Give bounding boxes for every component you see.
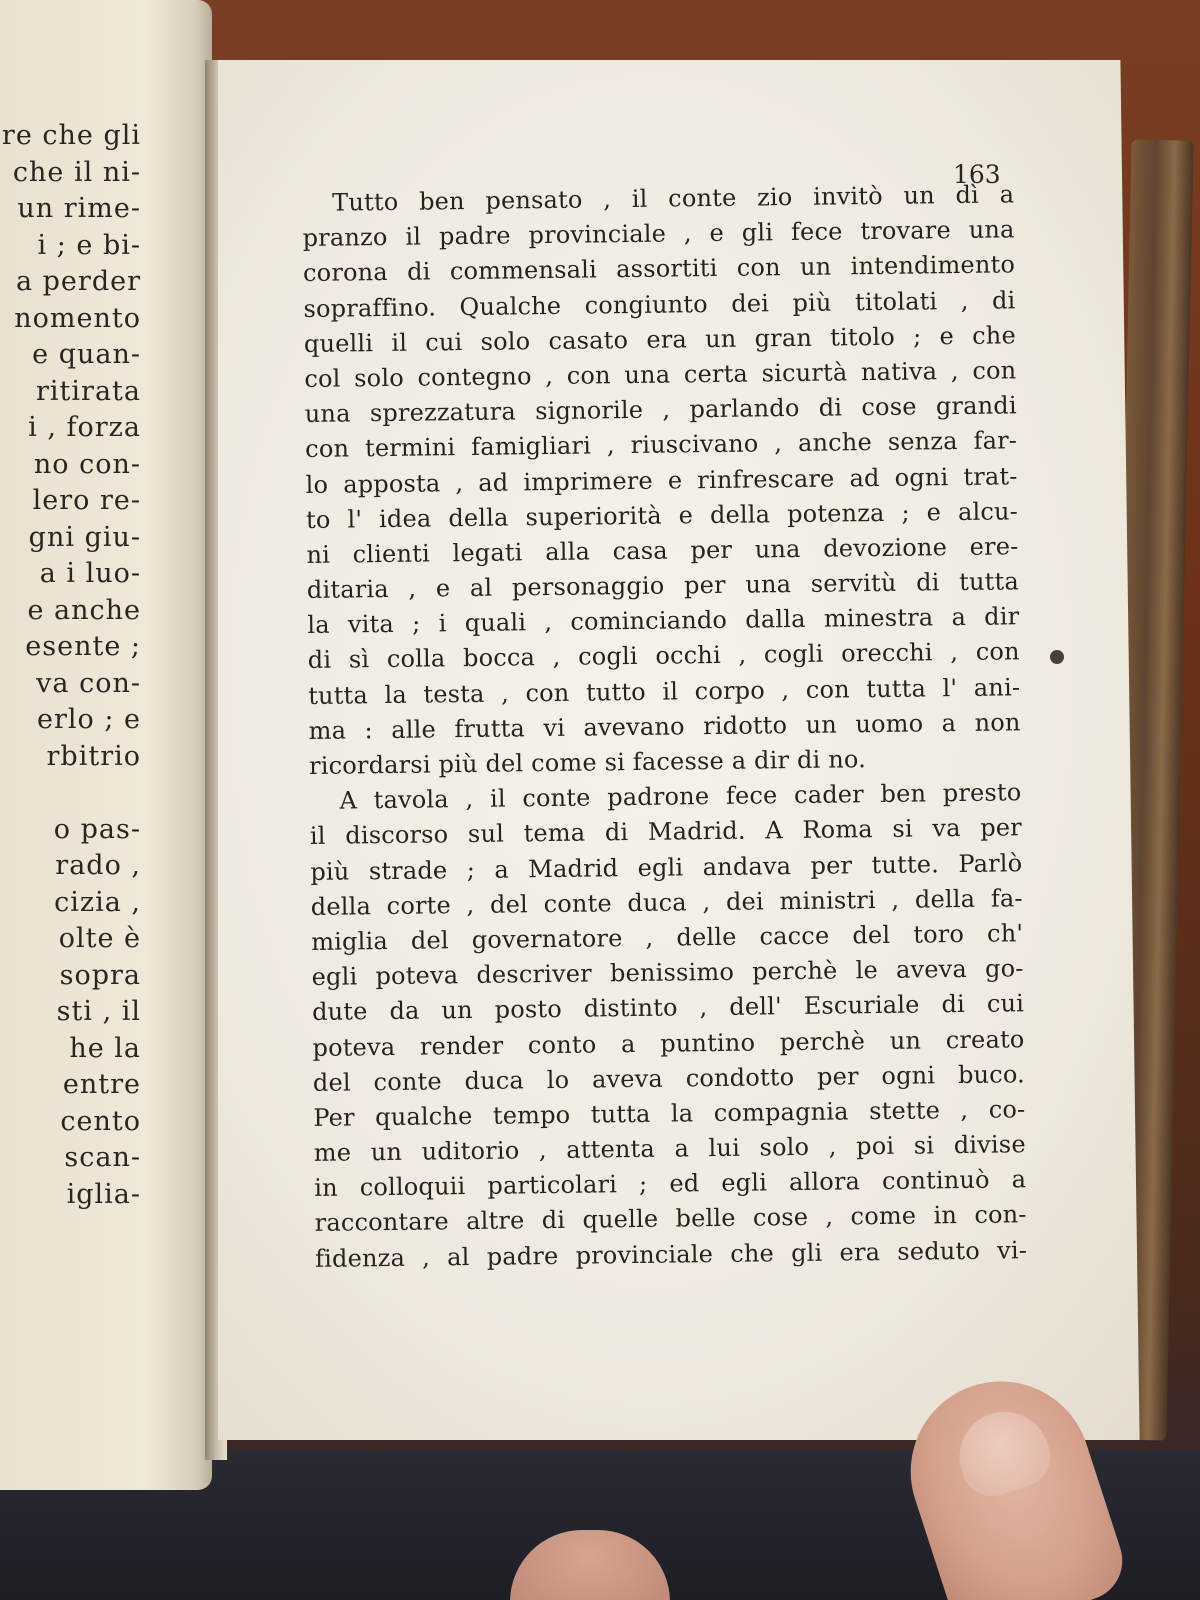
left-page-line: i , forza xyxy=(28,412,141,443)
left-page-line: olte è xyxy=(58,923,141,954)
left-page-line: erlo ; e xyxy=(36,704,141,735)
left-page-line: he la xyxy=(69,1032,141,1064)
text-line: la vita ; i quali , cominciando dalla minestra a dir xyxy=(307,602,1020,640)
left-page-line: e quan- xyxy=(32,339,141,370)
left-page-line: i ; e bi- xyxy=(37,229,141,261)
left-page-line: che il ni- xyxy=(12,156,141,188)
text-line: fidenza , al padre provinciale che gli era seduto vi- xyxy=(314,1235,1028,1273)
left-page xyxy=(0,0,212,1490)
left-page-line: cento xyxy=(60,1105,141,1137)
text-line: del conte duca lo aveva condotto per ogni buco. xyxy=(312,1059,1026,1097)
left-page-line: o pas- xyxy=(53,813,141,845)
text-line: me un uditorio , attenta a lui solo , poi si divise xyxy=(313,1130,1026,1167)
text-line: sopraffino. Qualche congiunto dei più titolati , di xyxy=(303,285,1016,323)
left-page-line xyxy=(0,775,205,812)
text-line: ni clienti legati alla casa per una devozione ere- xyxy=(306,532,1019,569)
left-page-line: lero re- xyxy=(32,485,141,516)
text-line: A tavola , il conte padrone fece cader ben presto xyxy=(339,778,1022,815)
left-page-line: a perder xyxy=(15,266,141,297)
text-line: tutta la testa , con tutto il corpo , con tutta l' ani- xyxy=(308,672,1021,710)
left-page-line: rbitrio xyxy=(46,740,141,772)
right-page-text xyxy=(302,177,1027,1276)
left-page-line: va con- xyxy=(36,667,141,699)
text-line: egli poteva descriver benissimo perchè le aveva go- xyxy=(311,954,1024,992)
left-page-line: sti , il xyxy=(56,996,141,1027)
text-line: una sprezzatura signorile , parlando di cose grandi xyxy=(304,391,1017,429)
left-page-line: sopra xyxy=(59,959,141,991)
text-line: in colloquii particolari ; ed egli allora continuò a xyxy=(314,1165,1027,1203)
left-page-line: cizia , xyxy=(54,886,141,918)
text-line: ma : alle frutta vi avevano ridotto un uomo a non xyxy=(308,708,1021,745)
left-page-line: rado , xyxy=(55,850,141,881)
left-page-line: gni giu- xyxy=(28,521,141,553)
left-page-line: entre xyxy=(62,1069,141,1100)
left-page-line: re che gli xyxy=(1,120,141,151)
text-line: dute da un posto distinto , dell' Escuriale di cui xyxy=(311,989,1025,1027)
text-line: corona di commensali assortiti con un intendimento xyxy=(302,250,1016,288)
text-line: poteva render conto a puntino perchè un creato xyxy=(312,1024,1025,1062)
left-page-line: esente ; xyxy=(25,631,141,662)
text-line: ricordarsi più del come si facesse a dir di no. xyxy=(308,745,867,780)
text-line: Per qualche tempo tutta la compagnia stette , co- xyxy=(313,1095,1026,1132)
paper-stain xyxy=(1050,650,1064,664)
left-page-text xyxy=(0,118,205,1213)
left-page-line: iglia- xyxy=(66,1178,141,1210)
left-page-line: no con- xyxy=(33,448,141,480)
left-page-line: ritirata xyxy=(36,375,141,407)
text-line: pranzo il padre provinciale , e gli fece trovare una xyxy=(302,215,1015,253)
text-line: lo apposta , ad imprimere e rinfrescare ad ogni trat- xyxy=(305,461,1018,499)
text-line: di sì colla bocca , cogli occhi , cogli orecchi , con xyxy=(307,637,1020,675)
left-page-line: scan- xyxy=(64,1142,141,1173)
text-line: Tutto ben pensato , il conte zio invitò un dì a xyxy=(332,180,1015,217)
text-line: quelli il cui solo casato era un gran titolo ; e che xyxy=(303,321,1017,358)
text-line: col solo contegno , con una certa sicurtà nativa , con xyxy=(304,356,1017,393)
left-page-line: nomento xyxy=(14,302,141,334)
text-line: ditaria , e al personaggio per una servitù di tutta xyxy=(306,567,1020,605)
page-number: 163 xyxy=(953,160,1001,189)
left-page-line: a i luo- xyxy=(39,558,141,589)
left-page-line: e anche xyxy=(27,594,141,626)
text-line: to l' idea della superiorità e della potenza ; e alcu- xyxy=(305,496,1019,534)
text-line: con termini famigliari , riuscivano , anche senza far- xyxy=(305,426,1018,464)
text-line: più strade ; a Madrid egli andava per tutte. Parlò xyxy=(310,848,1023,886)
text-line: raccontare altre di quelle belle cose , come in con- xyxy=(314,1200,1027,1238)
left-page-line: un rime- xyxy=(17,193,141,224)
text-line: della corte , del conte duca , dei ministri , della fa- xyxy=(310,883,1023,921)
text-line: miglia del governatore , delle cacce del toro ch' xyxy=(311,919,1024,956)
text-line: il discorso sul tema di Madrid. A Roma si va per xyxy=(309,813,1023,851)
